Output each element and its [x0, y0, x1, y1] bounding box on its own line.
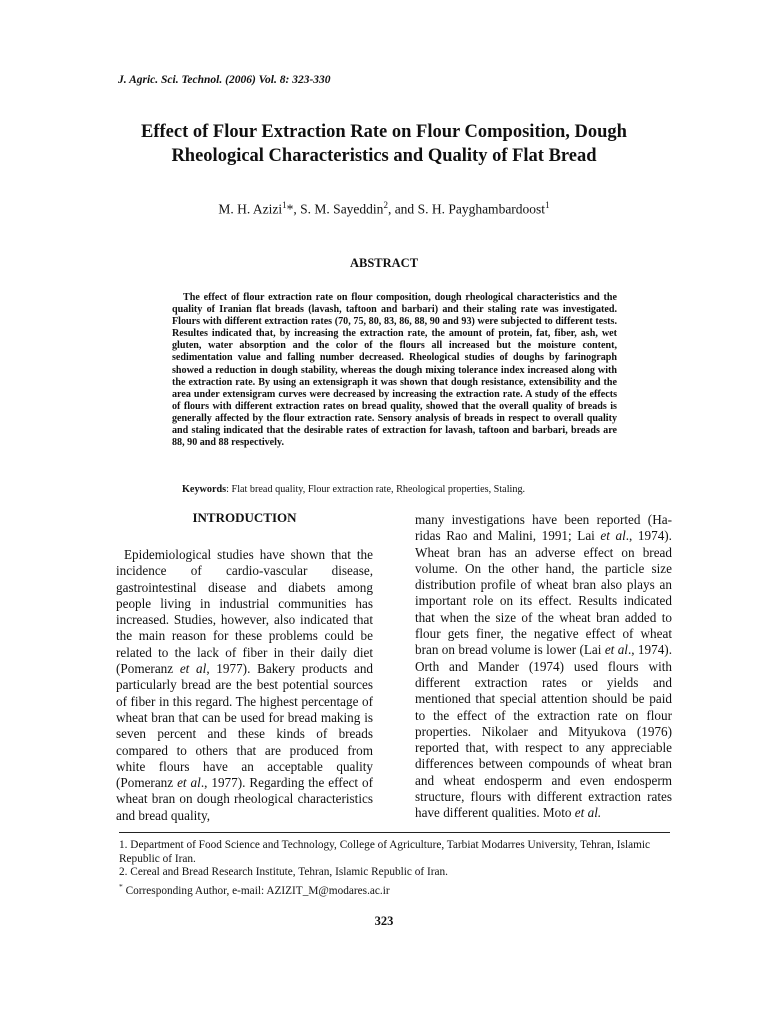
paper-title	[60, 120, 708, 168]
footnote-divider	[119, 832, 670, 833]
body-text: many investigations have been reported (Haridas Rao and Malini, 1991; Lai	[415, 512, 672, 544]
footnotes	[119, 839, 675, 899]
body-text: , 1977). Bakery products and particularly bread are the best potential sources of fiber in this regard. The highest percentage of wheat bran that can be used for bread making is seven percent and these kinds of breads compared to others that are produced from white flours have an acceptable quality (Pomeranz	[116, 661, 374, 791]
author-list	[60, 200, 708, 218]
author-3-affiliation: 1	[545, 200, 550, 210]
citation-et-al: et al	[177, 775, 201, 791]
body-text: Epidemiological studies have shown that the incidence of cardio-vascular disease, gastrointestinal disease and diabets among people living in industrial communities has increased. Studies, however, also indicated that the main reason for these problems could be related to the lack of fiber in their daily diet (Pomeranz	[116, 547, 373, 677]
keywords-text: : Flat bread quality, Flour extraction rate, Rheological properties, Staling.	[226, 484, 526, 495]
author-3: S. H. Payghambardoost	[417, 201, 546, 217]
author-1-affiliation: 1	[282, 200, 287, 210]
author-1: M. H. Azizi	[218, 201, 283, 217]
citation-et-al: et al	[604, 642, 628, 658]
journal-reference: J. Agric. Sci. Technol. (2006) Vol. 8: 323-330	[118, 74, 331, 86]
footnote-affiliation-1: 1. Department of Food Science and Technology, College of Agriculture, Tarbiat Modarres University, Tehran, Islamic Republic of Iran.	[119, 839, 651, 865]
author-1-corresponding-mark: *,	[286, 201, 301, 217]
author-2-affiliation: 2	[383, 200, 388, 210]
abstract-text: The effect of flour extraction rate on flour composition, dough rheological characteristics and the quality of Iranian flat breads (lavash, taftoon and barbari) and their staling rate was investigated. Flours with different extraction rates (70, 75, 80, 83, 86, 88, 90 and 93) were subjected to different tests. Resultes indicated that, by increasing the extraction rate, the amount of protein, fat, fiber, ash, wet gluten, water absorption and the color of the flours all increased but the moisture content, sedimentation value and falling number decreased. Rheological studies of doughs by farinograph showed a reduction in dough stability, whereas the dough mixing tolerance index increased along with the extraction rate. By using an extensigraph it was shown that dough resistance, extensibility and the area under extensigram curves were decreased by increasing the extraction rate. A study of the effects of flours with different extraction rates on bread quality, showed that the overall quality of breads is generally affected by the flour extraction rate. Sensory analysis of breads in respect to overall quality and staling indicated that the desirable rates of extraction for lavash, taftoon and barbari, breads are 88, 90 and 88 respectively.	[172, 292, 617, 449]
abstract-heading: ABSTRACT	[349, 256, 419, 270]
citation-et-al: et al.	[574, 805, 602, 821]
footnote-affiliation-2: 2. Cereal and Bread Research Institute, Tehran, Islamic Republic of Iran.	[119, 866, 448, 879]
keywords-label: Keywords	[182, 484, 227, 495]
introduction-left-column	[116, 547, 373, 824]
paper-title-line-1: Effect of Flour Extraction Rate on Flour Composition, Dough	[141, 122, 627, 142]
author-separator: , and	[387, 201, 418, 217]
body-text: ., 1974). Orth and Mander (1974) used flours with different extraction rates or yields and mentioned that special attention should be paid to the effect of the extraction rate on flour properties. Nikolaer and Mityukova (1976) reported that, with respect to any appreciable differences between compounds of wheat bran and wheat endosperm and even endosperm structure, flours with different extraction rates have different qualities. Moto	[415, 642, 672, 821]
introduction-right-column	[415, 512, 672, 822]
author-2: S. M. Sayeddin	[300, 201, 384, 217]
citation-et-al: et al	[179, 661, 207, 677]
corresponding-email: Corresponding Author, e-mail: AZIZIT_M@modares.ac.ir	[122, 884, 390, 897]
paper-title-line-2: Rheological Characteristics and Quality of Flat Bread	[171, 146, 597, 166]
keywords-line	[182, 484, 525, 495]
corresponding-mark: *	[119, 882, 123, 892]
footnote-corresponding-author	[119, 880, 675, 898]
body-text: ., 1974). Wheat bran has an adverse effect on bread volume. On the other hand, the particle size distribution profile of wheat bran also plays an important role on its effect. Results indicated that when the size of the wheat bran added to flour gets finer, the negative effect of wheat bran on bread volume is lower (Lai	[415, 528, 672, 658]
citation-et-al: et al	[600, 528, 626, 544]
introduction-heading: INTRODUCTION	[192, 510, 297, 525]
page-number: 323	[374, 914, 394, 928]
body-text: ., 1977). Regarding the effect of wheat bran on dough rheological characteristics and bread quality,	[116, 775, 373, 823]
